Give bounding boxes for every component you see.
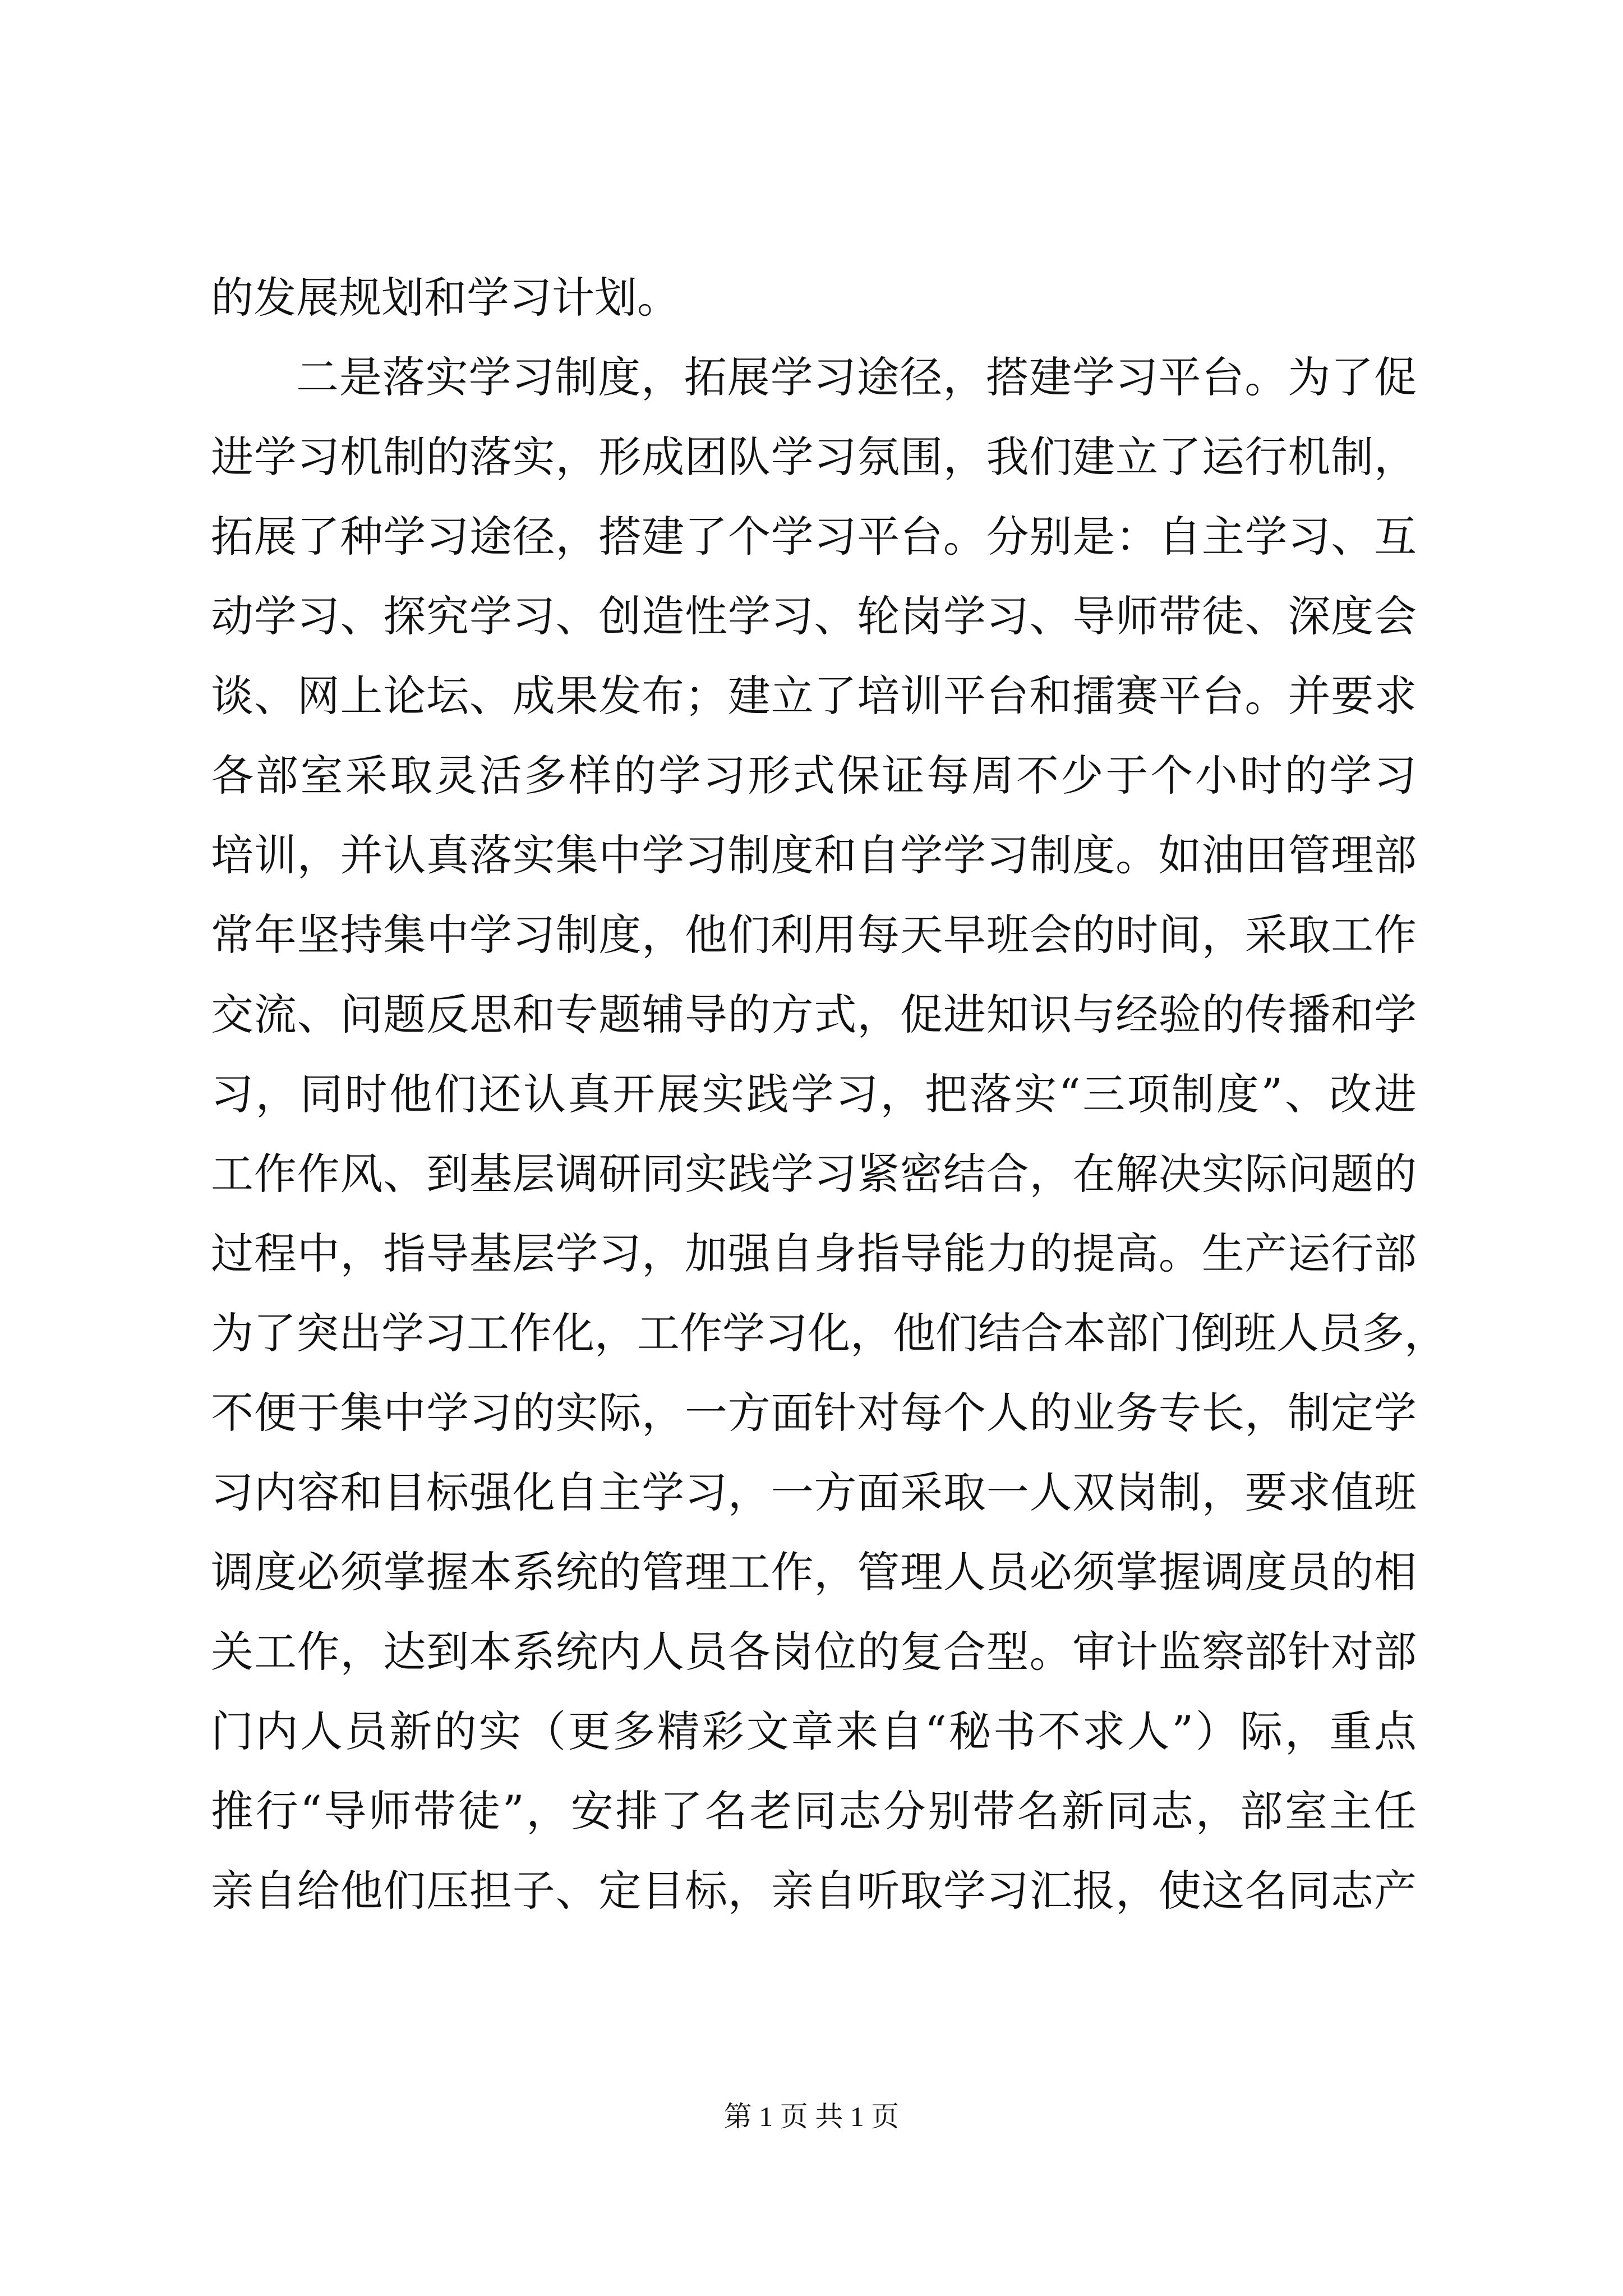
page-footer [0, 2097, 1623, 2136]
text-line: 培训，并认真落实集中学习制度和自学学习制度。如油田管理部 [211, 830, 1417, 880]
text-line: 拓展了种学习途径，搭建了个学习平台。分别是：自主学习、互 [211, 512, 1417, 562]
text-line: 推行“导师带徒”，安排了名老同志分别带名新同志，部室主任 [211, 1786, 1417, 1836]
page-number-label: 第 1 页 共 1 页 [723, 2101, 900, 2132]
document-body [211, 258, 1447, 1931]
text-line: 为了突出学习工作化，工作学习化，他们结合本部门倒班人员多， [211, 1308, 1447, 1358]
text-line: 动学习、探究学习、创造性学习、轮岗学习、导师带徒、深度会 [211, 591, 1417, 641]
text-line: 亲自给他们压担子、定目标，亲自听取学习汇报，使这名同志产 [211, 1866, 1417, 1916]
text-line: 常年坚持集中学习制度，他们利用每天早班会的时间，采取工作 [211, 910, 1417, 960]
text-line: 调度必须掌握本系统的管理工作，管理人员必须掌握调度员的相 [211, 1547, 1417, 1597]
text-line: 工作作风、到基层调研同实践学习紧密结合，在解决实际问题的 [211, 1149, 1417, 1199]
text-line: 谈、网上论坛、成果发布；建立了培训平台和擂赛平台。并要求 [211, 671, 1417, 721]
text-line: 习内容和目标强化自主学习，一方面采取一人双岗制，要求值班 [211, 1467, 1417, 1517]
text-line: 二是落实学习制度，拓展学习途径，搭建学习平台。为了促 [296, 352, 1417, 402]
text-line: 门内人员新的实（更多精彩文章来自“秘书不求人”）际，重点 [211, 1706, 1417, 1756]
text-line: 不便于集中学习的实际，一方面针对每个人的业务专长，制定学 [211, 1388, 1417, 1438]
text-line: 的发展规划和学习计划。 [211, 273, 680, 323]
text-line: 各部室采取灵活多样的学习形式保证每周不少于个小时的学习 [211, 751, 1417, 800]
text-line: 过程中，指导基层学习，加强自身指导能力的提高。生产运行部 [211, 1228, 1417, 1278]
text-line: 进学习机制的落实，形成团队学习氛围，我们建立了运行机制， [211, 432, 1417, 482]
text-line: 习，同时他们还认真开展实践学习，把落实“三项制度”、改进 [211, 1069, 1417, 1119]
text-line: 交流、问题反思和专题辅导的方式，促进知识与经验的传播和学 [211, 990, 1417, 1039]
text-line: 关工作，达到本系统内人员各岗位的复合型。审计监察部针对部 [211, 1627, 1417, 1677]
